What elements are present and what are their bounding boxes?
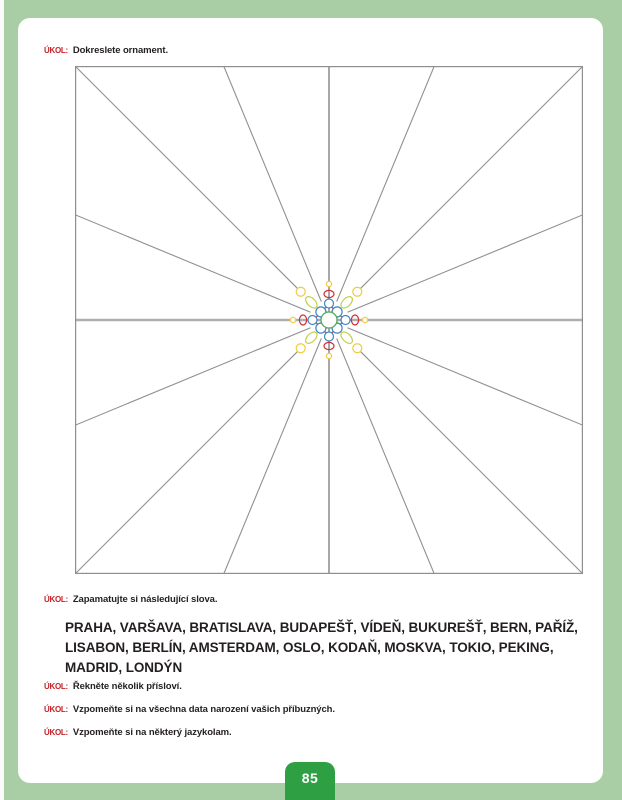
word-list [65,618,578,678]
ornament-drawing-area [75,66,583,574]
task-text: Řekněte několik přísloví. [72,681,182,692]
word-list-line: LISABON, BERLÍN, AMSTERDAM, OSLO, KODAŇ, MOSKVA, TOKIO, PEKING, [65,640,554,655]
task-text: Vzpomeňte si na některý jazykolam. [72,727,232,738]
word-list-line: MADRID, LONDÝN [65,660,183,675]
page-number: 85 [301,770,319,786]
task-row-4 [44,704,335,715]
page-number-tab [285,762,335,800]
task-label: ÚKOL: [44,728,68,737]
task-text: Dokreslete ornament. [72,45,168,56]
word-list-line: PRAHA, VARŠAVA, BRATISLAVA, BUDAPEŠŤ, VÍDEŇ, BUKUREŠŤ, BERN, PAŘÍŽ, [65,620,578,635]
task-label: ÚKOL: [44,595,68,604]
task-label: ÚKOL: [44,705,68,714]
task-row-1 [44,45,168,56]
task-row-2 [44,594,217,605]
task-row-5 [44,727,232,738]
ornament-center-circle [321,312,337,328]
task-text: Vzpomeňte si na všechna data narození vašich příbuzných. [72,704,335,715]
task-label: ÚKOL: [44,682,68,691]
task-text: Zapamatujte si následující slova. [72,594,218,605]
task-row-3 [44,681,182,692]
task-label: ÚKOL: [44,46,68,55]
scan-edge-artifact [0,0,4,800]
